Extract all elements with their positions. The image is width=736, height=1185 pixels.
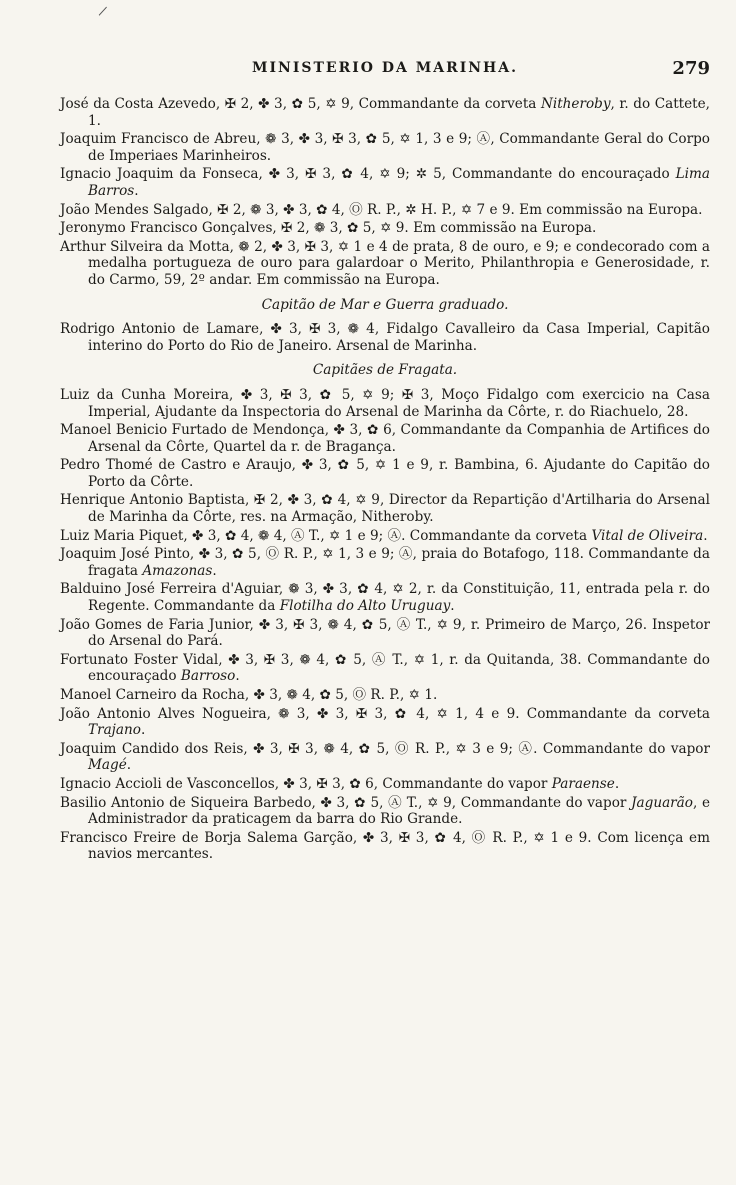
entry-text: José da Costa Azevedo, ✠ 2, ✤ 3, ✿ 5, ✡ 9, Commandante da corveta (60, 96, 537, 112)
entry-tail: . (134, 182, 139, 199)
entry-text: Joaquim José Pinto, ✤ 3, ✿ 5, Ⓞ R. P., ✡ 1, 3 e 9; Ⓐ, praia do Botafogo, 118. Commandante da fragata (60, 546, 710, 579)
officer-entry (60, 202, 710, 219)
officer-entry (60, 830, 710, 863)
officer-entry (60, 776, 710, 793)
entry-text: João Mendes Salgado, ✠ 2, ❁ 3, ✤ 3, ✿ 4, Ⓞ R. P., ✲ H. P., ✡ 7 e 9. Em commissão na Europa. (60, 201, 703, 218)
entry-text: Pedro Thomé de Castro e Araujo, ✤ 3, ✿ 5, ✡ 1 e 9, r. Bambina, 6. Ajudante do Capitão do Porto da Côrte. (60, 457, 710, 490)
officer-entry (60, 795, 710, 828)
officer-entry (60, 166, 710, 199)
officer-entry (60, 457, 710, 490)
officer-entry (60, 617, 710, 650)
entry-tail: . (212, 562, 217, 579)
entry-text: Joaquim Candido dos Reis, ✤ 3, ✠ 3, ❁ 4, ✿ 5, Ⓞ R. P., ✡ 3 e 9; Ⓐ. Commandante do vapor (60, 740, 710, 757)
vessel-name: Jaguarão (631, 794, 693, 811)
entry-text: Ignacio Accioli de Vasconcellos, ✤ 3, ✠ 3, ✿ 6, Commandante do vapor (60, 775, 548, 792)
entry-text: Francisco Freire de Borja Salema Garção, ✤ 3, ✠ 3, ✿ 4, Ⓞ R. P., ✡ 1 e 9. Com licença em navios mercantes. (60, 829, 710, 863)
entry-text: Joaquim Francisco de Abreu, ❁ 3, ✤ 3, ✠ 3, ✿ 5, ✡ 1, 3 e 9; Ⓐ, Commandante Geral do Corpo de Imperiaes Marinheiros. (60, 131, 710, 164)
entry-tail: . (235, 668, 240, 685)
entries-captain-graduated (60, 321, 710, 354)
entry-tail: . (614, 775, 620, 792)
page-title: MINISTERIO DA MARINHA. (251, 60, 519, 76)
page-header (60, 60, 710, 86)
entry-text: Ignacio Joaquim da Fonseca, ✤ 3, ✠ 3, ✿ 4, ✡ 9; ✲ 5, Commandante do encouraçado (60, 166, 670, 183)
officer-entry (60, 96, 710, 129)
entry-tail: , e Administrador da praticagem da barra do Rio Grande. (88, 794, 710, 828)
section-heading-captain-graduated: Capitão de Mar e Guerra graduado. (261, 296, 509, 313)
scan-mark: \ (94, 5, 110, 18)
entry-text: Basilio Antonio de Siqueira Barbedo, ✤ 3, ✿ 5, Ⓐ T., ✡ 9, Commandante do vapor (60, 794, 627, 811)
officer-entry (60, 239, 710, 289)
officer-entry (60, 528, 710, 545)
vessel-name: Magé (88, 757, 127, 774)
vessel-name: Flotilha do Alto Uruguay (279, 598, 451, 615)
officer-entry (60, 652, 710, 685)
vessel-name: Trajano (88, 722, 141, 739)
entry-text: Fortunato Foster Vidal, ✤ 3, ✠ 3, ❁ 4, ✿ 5, Ⓐ T., ✡ 1, r. da Quitanda, 38. Commandante do encouraçado (60, 651, 710, 685)
entries-frigate-captains (60, 387, 710, 863)
entry-text: Luiz da Cunha Moreira, ✤ 3, ✠ 3, ✿ 5, ✡ 9; ✠ 3, Moço Fidalgo com exercicio na Casa Imperial, Ajudante da Inspectoria do Arsenal de Marinha da Côrte, r. do Riachuelo, 28. (60, 386, 710, 420)
officer-entry (60, 581, 710, 614)
officer-entry (60, 387, 710, 420)
entry-tail: . (450, 598, 455, 615)
entry-text: Balduino José Ferreira d'Aguiar, ❁ 3, ✤ 3, ✿ 4, ✡ 2, r. da Constituição, 11, entrada pela r. do Regente. Commandante da (60, 581, 710, 615)
page-number: 279 (672, 58, 710, 79)
officer-entry (60, 546, 710, 579)
officer-entry (60, 422, 710, 455)
section-heading-frigate-captains: Capitães de Fragata. (312, 362, 458, 379)
entry-text: Arthur Silveira da Motta, ❁ 2, ✤ 3, ✠ 3, ✡ 1 e 4 de prata, 8 de ouro, e 9; e condecorado com a medalha portugueza de ouro para galardoar o Merito, Philanthropia e Generosidade, r. do Carmo, 59, 2º andar. Em commissão na Europa. (60, 238, 710, 288)
entry-tail: . (140, 722, 146, 739)
entry-text: Henrique Antonio Baptista, ✠ 2, ✤ 3, ✿ 4, ✡ 9, Director da Repartição d'Artilharia do Arsenal de Marinha da Côrte, res. na Armação, Nitheroby. (60, 492, 710, 526)
vessel-name: Amazonas (142, 562, 213, 579)
entry-text: João Gomes de Faria Junior, ✤ 3, ✠ 3, ❁ 4, ✿ 5, Ⓐ T., ✡ 9, r. Primeiro de Março, 26. Inspetor do Arsenal do Pará. (60, 616, 710, 650)
vessel-name: Nitheroby (540, 96, 611, 112)
officer-entry (60, 687, 710, 704)
vessel-name: Lima Barros (88, 166, 710, 199)
entry-text: Jeronymo Francisco Gonçalves, ✠ 2, ❁ 3, ✿ 5, ✡ 9. Em commissão na Europa. (60, 220, 597, 237)
officer-entry (60, 131, 710, 164)
officer-entry (60, 321, 710, 354)
officer-entry (60, 220, 710, 237)
entry-text: Luiz Maria Piquet, ✤ 3, ✿ 4, ❁ 4, Ⓐ T., ✡ 1 e 9; Ⓐ. Commandante da corveta (60, 527, 588, 544)
entry-text: Manoel Benicio Furtado de Mendonça, ✤ 3, ✿ 6, Commandante da Companhia de Artifices do Arsenal da Côrte, Quartel da r. de Bragança. (60, 422, 710, 455)
vessel-name: Barroso (180, 668, 236, 685)
entry-tail: . (126, 757, 132, 774)
officer-entry (60, 706, 710, 739)
entry-tail: , r. do Cattete, 1. (88, 96, 710, 129)
officer-entry (60, 741, 710, 774)
page-content (60, 96, 710, 865)
vessel-name: Vital de Oliveira (591, 527, 704, 544)
officer-entry (60, 492, 710, 525)
vessel-name: Paraense (551, 775, 615, 792)
entry-text: João Antonio Alves Nogueira, ❁ 3, ✤ 3, ✠ 3, ✿ 4, ✡ 1, 4 e 9. Commandante da corveta (60, 705, 710, 722)
entries-top (60, 96, 710, 289)
entry-tail: . (703, 527, 708, 544)
entry-text: Rodrigo Antonio de Lamare, ✤ 3, ✠ 3, ❁ 4, Fidalgo Cavalleiro da Casa Imperial, Capitão interino do Porto do Rio de Janeiro. Arsenal de Marinha. (60, 321, 710, 354)
entry-text: Manoel Carneiro da Rocha, ✤ 3, ❁ 4, ✿ 5, Ⓞ R. P., ✡ 1. (60, 687, 438, 703)
